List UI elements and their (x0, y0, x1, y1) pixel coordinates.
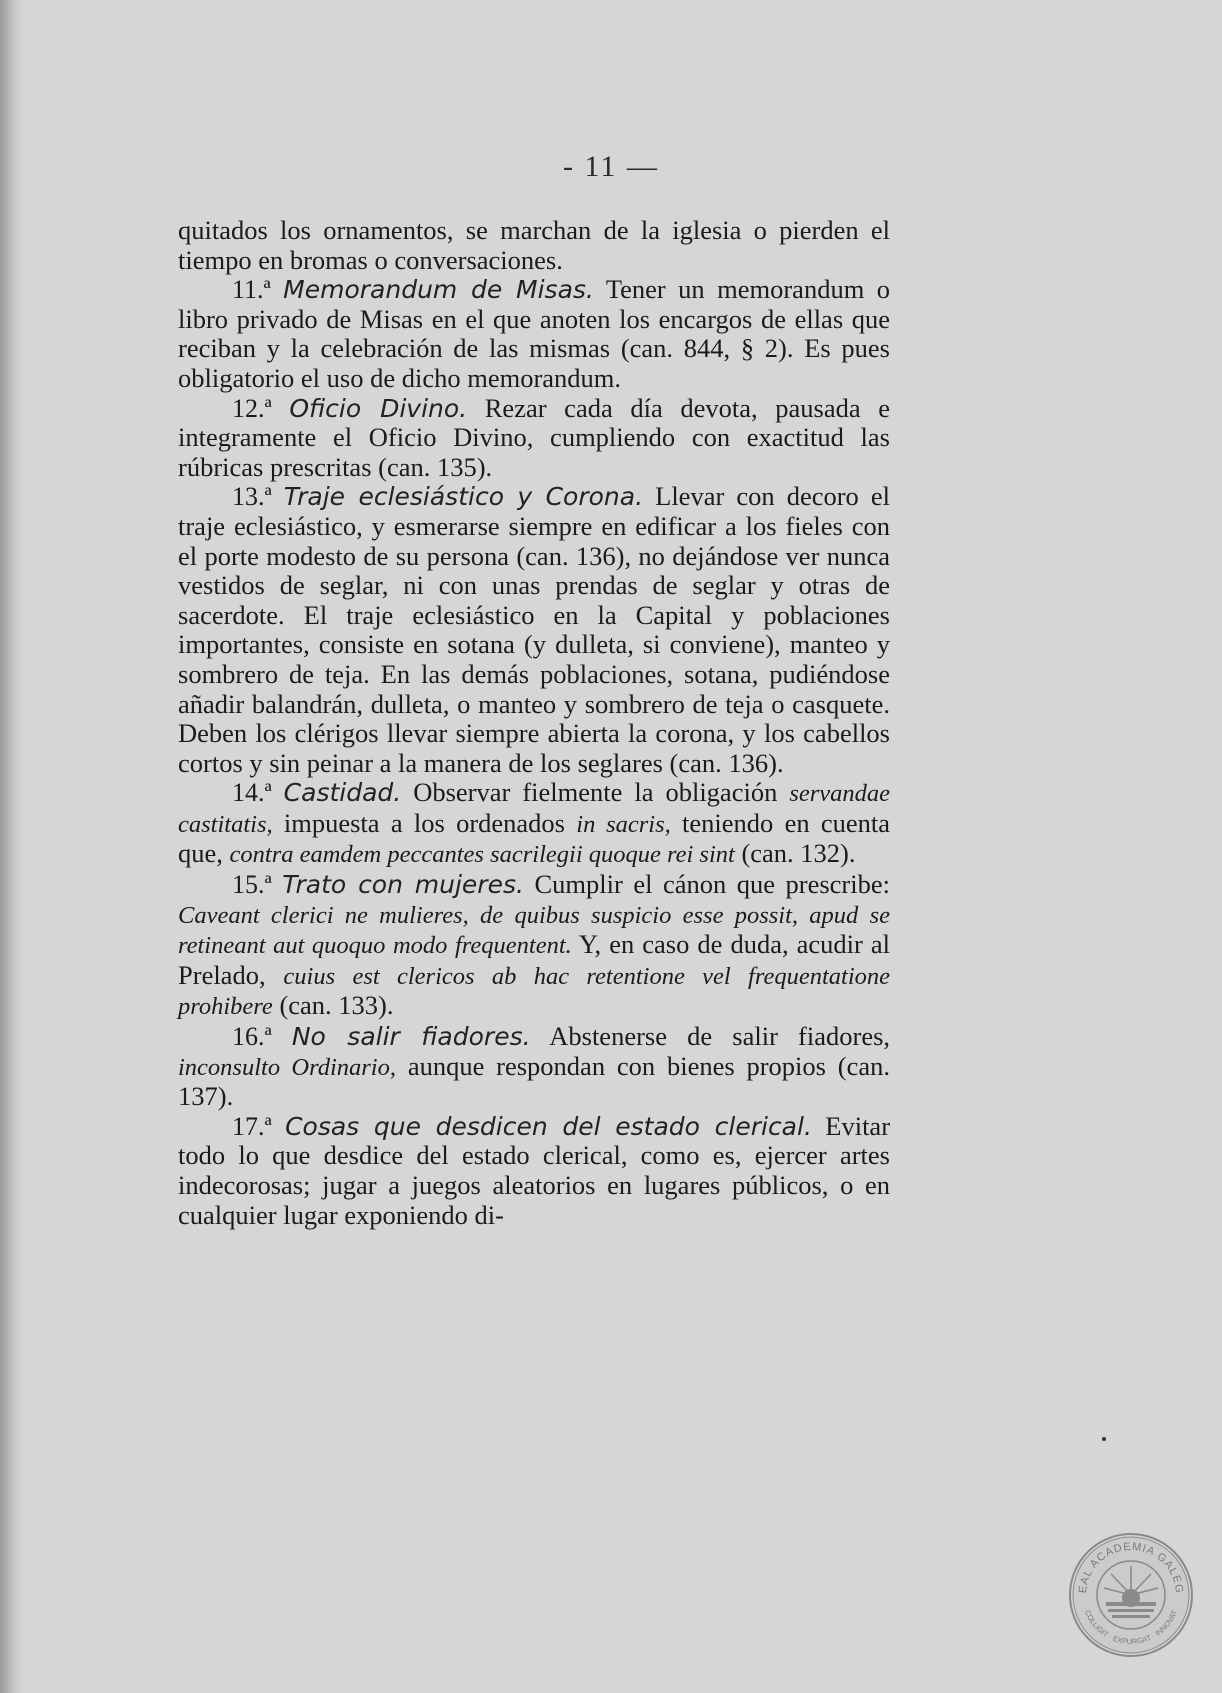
item-13 (178, 482, 890, 778)
body-text-run: Y, en caso de duda, acudir al Prelado, (178, 929, 891, 990)
item-heading: Oficio Divino. (289, 393, 468, 423)
item-16 (178, 1022, 890, 1112)
item-body: Rezar cada día devota, pausada e integramente el Oficio Divino, cumpliendo con exactitud las rúbricas prescritas (can. 135). (178, 392, 890, 482)
library-stamp (1068, 1532, 1194, 1658)
item-number: 11.ª (232, 275, 271, 305)
item-number: 15.ª (232, 870, 272, 900)
latin-phrase: cuius est clericos ab hac retentione vel frequentatione prohibere (178, 962, 890, 1021)
item-heading: Memorandum de Misas. (283, 275, 594, 305)
body-text-run: Cumplir el cánon que prescribe: (523, 869, 890, 900)
body-text-run: Observar fielmente la obligación (401, 777, 790, 808)
item-11 (178, 275, 890, 393)
ink-speck (1102, 1437, 1106, 1441)
item-number: 12.ª (232, 393, 272, 423)
item-heading: No salir fiadores. (291, 1022, 531, 1052)
body-text-run: aunque respondan con bienes propios (can. 137). (178, 1050, 891, 1112)
latin-phrase: in sacris, (576, 810, 671, 838)
stamp-outer-text: EAL ACADEMIA GALEG (1076, 1540, 1186, 1595)
body-text-run: teniendo en cuenta que, (178, 807, 890, 869)
item-14 (178, 778, 890, 870)
item-body-segments (178, 1021, 890, 1111)
item-heading: Trato con mujeres. (282, 870, 524, 900)
body-text-run: (can. 133). (272, 990, 394, 1021)
item-body: Evitar todo lo que desdice del estado clerical, como es, ejercer artes indecorosas; jugar a juegos aleatorios en lugares públicos, o en cualquier lugar exponiendo di- (178, 1110, 891, 1230)
item-number: 14.ª (232, 778, 272, 808)
item-number: 16.ª (232, 1022, 272, 1052)
latin-phrase: contra eamdem peccantes sacrilegii quoque rei sint (229, 841, 735, 869)
page-number: - 11 — (563, 150, 659, 183)
opening-paragraph: quitados los ornamentos, se marchan de la iglesia o pierden el tiempo en bromas o conversaciones. (178, 215, 890, 275)
stamp-seal-icon (1068, 1532, 1194, 1658)
latin-phrase: servandae castitatis, (178, 780, 891, 838)
item-body: Llevar con decoro el traje eclesiástico, y esmerarse siempre en edificar a los fieles con el porte modesto de su persona (can. 136), no dejándose ver nunca vestidos de seglar, ni con unas prendas de seglar y otras de sacerdote. El traje eclesiástico en la Capital y poblaciones importantes, consiste en sotana (y dulleta, si conviene), manteo y sombrero de teja. En las demás poblaciones, sotana, pudiéndose añadir balandrán, dulleta, o manteo y sombrero de teja o casquete. Deben los clérigos llevar siempre abierta la corona, y los cabellos cortos y sin peinar a la manera de los seglares (can. 136). (178, 481, 891, 778)
item-heading: Castidad. (283, 778, 402, 808)
latin-phrase: Caveant clerici ne mulieres, de quibus suspicio esse possit, apud se retineant aut quoquo modo frequentent. (178, 901, 890, 960)
body-text (178, 216, 890, 1230)
item-heading: Traje eclesiástico y Corona. (283, 482, 644, 512)
latin-phrase: inconsulto Ordinario, (178, 1053, 396, 1081)
body-text-run: impuesta a los ordenados (272, 807, 577, 838)
item-15 (178, 870, 890, 1022)
item-12 (178, 394, 890, 483)
item-number: 17.ª (232, 1111, 272, 1141)
stamp-inner-text: COLLIGIT · EXPURGAT · INNOVAT (1082, 1608, 1180, 1647)
body-text-run: (can. 132). (734, 838, 856, 869)
item-number: 13.ª (232, 482, 272, 512)
item-heading: Cosas que desdicen del estado clerical. (285, 1111, 812, 1141)
item-body: Tener un memorandum o libro privado de Misas en el que anoten los encargos de ellas que reciban y la celebración de las mismas (can. 844, § 2). Es pues obligatorio el uso de dicho memorandum. (178, 274, 890, 393)
item-17 (178, 1112, 890, 1230)
body-text-run: Abstenerse de salir fiadores, (530, 1021, 891, 1052)
